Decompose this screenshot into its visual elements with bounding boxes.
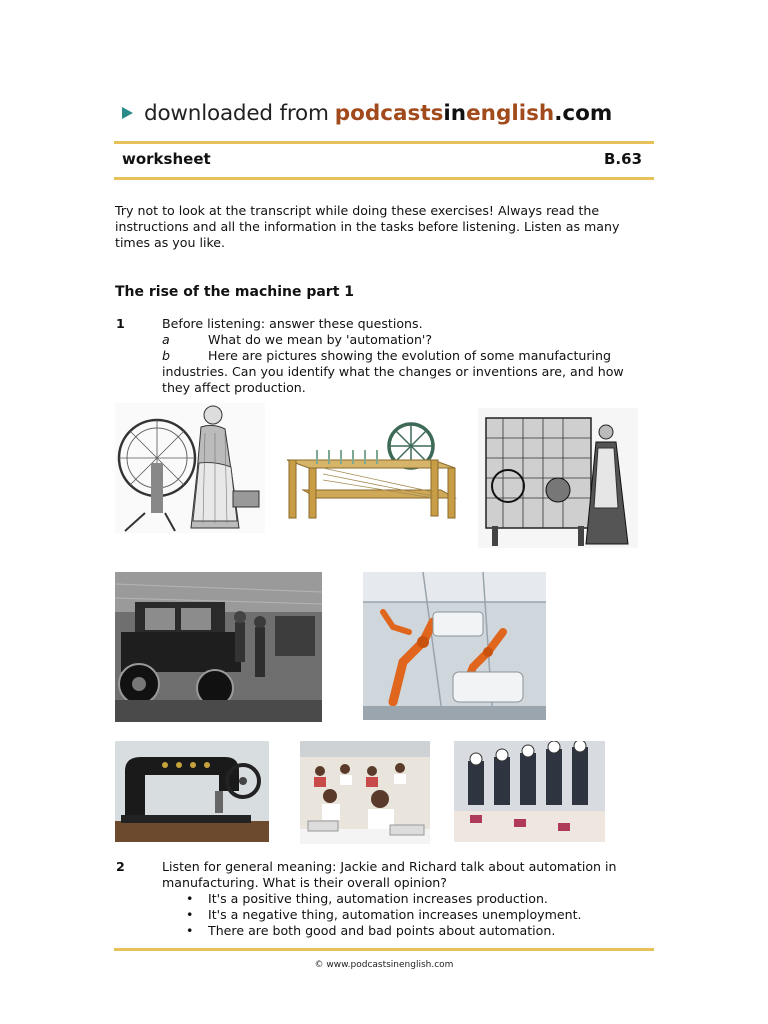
automated-embroidery-machine-photo (454, 741, 605, 842)
question-2-number: 2 (116, 859, 125, 874)
brand-podcasts: podcasts (334, 100, 444, 126)
brand-dotcom: .com (554, 100, 613, 126)
worksheet-code: B.63 (604, 150, 643, 168)
question-2 (162, 859, 642, 939)
antique-sewing-machine-photo (115, 741, 269, 842)
question-1a-letter: a (162, 332, 170, 347)
brand-in: in (443, 100, 467, 126)
question-1-text: Before listening: answer these questions. (162, 316, 423, 331)
question-2-options (162, 891, 642, 939)
question-1b-letter: b (162, 348, 170, 363)
robotic-car-factory-photo (363, 572, 546, 720)
brand-english: english (466, 100, 555, 126)
site-header (122, 96, 662, 130)
footer-rule (114, 948, 654, 951)
question-1 (162, 316, 642, 396)
garment-factory-workers-photo (300, 741, 430, 844)
option-positive: • It's a positive thing, automation increases production. (162, 891, 642, 907)
header-prefix: downloaded from (144, 100, 329, 126)
spinning-wheel-engraving-image (115, 403, 265, 533)
question-2-text: Listen for general meaning: Jackie and Richard talk about automation in manufacturing. What is their overall opinion? (162, 859, 617, 890)
question-1a-text: What do we mean by 'automation'? (208, 332, 433, 347)
worksheet-rule (114, 177, 654, 180)
option-negative: • It's a negative thing, automation increases unemployment. (162, 907, 642, 923)
car-assembly-line-photo (115, 572, 322, 722)
footer-copyright: © www.podcastsinenglish.com (314, 960, 454, 970)
question-1a (162, 332, 642, 348)
intro-text: Try not to look at the transcript while doing these exercises! Always read the instructions and all the information in the tasks before listening. Listen as many times as you like. (115, 203, 620, 250)
play-arrow-icon (122, 107, 133, 119)
worksheet-label: worksheet (122, 150, 211, 168)
header-rule (114, 141, 654, 144)
spinning-jenny-image (283, 420, 458, 520)
question-1b (162, 348, 642, 396)
option-both: • There are both good and bad points about automation. (162, 923, 642, 939)
page-title: The rise of the machine part 1 (115, 284, 355, 300)
question-1b-text: Here are pictures showing the evolution of some manufacturing industries. Can you identify what the changes or inventions are, and how they affect production. (162, 348, 624, 395)
mechanical-loom-engraving-image (478, 408, 638, 548)
question-1-number: 1 (116, 316, 125, 331)
